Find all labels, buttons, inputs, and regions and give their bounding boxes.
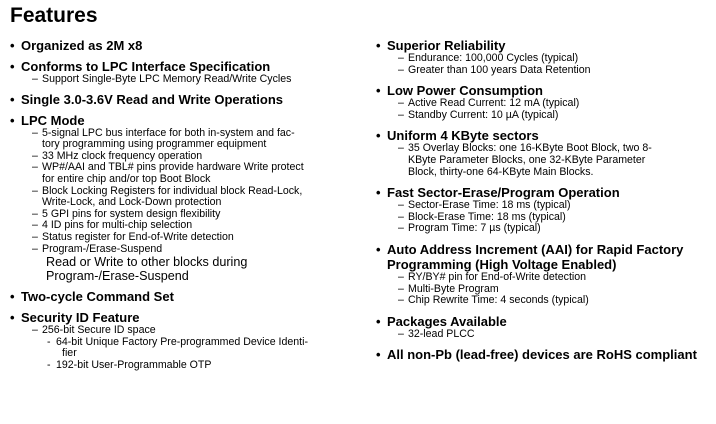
feature-heading (10, 113, 350, 128)
bullet-icon: • (376, 128, 381, 144)
feature-heading-text: Low Power Consumption (387, 83, 543, 99)
feature-section (376, 347, 706, 362)
feature-detail-list (10, 325, 350, 371)
features-left-column (10, 38, 350, 372)
bullet-icon: • (376, 241, 381, 257)
feature-heading-text: Uniform 4 KByte sectors (387, 128, 539, 144)
feature-heading (10, 59, 350, 74)
feature-section (10, 310, 350, 371)
feature-section (376, 185, 706, 235)
feature-section (376, 242, 706, 307)
feature-detail-item: – Status register for End-of-Write detection (10, 232, 350, 244)
features-right-column (376, 38, 706, 362)
feature-heading-text: Conforms to LPC Interface Specification (21, 59, 271, 74)
feature-detail-list (376, 272, 706, 307)
feature-detail-list (10, 74, 350, 86)
feature-detail-item: for entire chip and/or top Boot Block (42, 172, 211, 185)
feature-section (376, 128, 706, 178)
feature-heading-text: Organized as 2M x8 (21, 38, 143, 53)
bullet-icon: • (10, 112, 15, 128)
feature-detail-item: – 5 GPI pins for system design flexibility (10, 209, 350, 221)
feature-detail-item: – 32-lead PLCC (376, 329, 706, 341)
feature-detail-item: – Program Time: 7 µs (typical) (376, 223, 706, 235)
feature-detail-item: tory programming using programmer equipment (42, 138, 267, 151)
feature-detail-item: KByte Parameter Blocks, one 32-KByte Parameter (408, 153, 646, 166)
feature-detail-item: – 5-signal LPC bus interface for both in-system and fac- (10, 128, 350, 140)
feature-section (10, 92, 350, 107)
feature-section (10, 289, 350, 304)
feature-detail-item: – Standby Current: 10 µA (typical) (376, 110, 706, 122)
feature-section (376, 314, 706, 341)
bullet-icon: • (10, 289, 15, 305)
feature-detail-item: – Block-Erase Time: 18 ms (typical) (376, 212, 706, 224)
feature-heading (376, 314, 706, 329)
feature-heading (10, 310, 350, 325)
bullet-icon: • (10, 38, 15, 53)
feature-detail-item: fier (62, 347, 77, 360)
feature-detail-list (10, 128, 350, 284)
bullet-icon: • (376, 313, 381, 329)
feature-detail-item: Write-Lock, and Lock-Down protection (42, 196, 222, 209)
feature-detail-item: Program-/Erase-Suspend (46, 269, 189, 284)
feature-heading-text: All non-Pb (lead-free) devices are RoHS compliant (387, 347, 697, 363)
feature-detail-item: – Endurance: 100,000 Cycles (typical) (376, 53, 706, 65)
bullet-icon: • (10, 59, 15, 74)
feature-heading (376, 347, 706, 362)
feature-detail-item: – WP#/AAI and TBL# pins provide hardware Write protect (10, 162, 350, 174)
feature-detail-item: – 33 MHz clock frequency operation (10, 151, 350, 163)
bullet-icon: • (376, 185, 381, 201)
feature-heading (376, 83, 706, 98)
bullet-icon: • (376, 347, 381, 363)
feature-detail-item: - 192-bit User-Programmable OTP (10, 360, 350, 372)
page-title: Features (10, 4, 98, 27)
feature-heading (376, 38, 706, 53)
feature-heading-text: Superior Reliability (387, 38, 506, 53)
feature-detail-list (376, 98, 706, 121)
feature-detail-item: – Sector-Erase Time: 18 ms (typical) (376, 200, 706, 212)
feature-detail-item: – 256-bit Secure ID space (10, 325, 350, 337)
feature-heading-text: Auto Address Increment (AAI) for Rapid Factory Programming (High Voltage Enabled) (387, 241, 684, 272)
bullet-icon: • (10, 91, 15, 107)
feature-detail-item: – Multi-Byte Program (376, 284, 706, 296)
feature-heading-text: Single 3.0-3.6V Read and Write Operations (21, 91, 283, 107)
feature-heading (376, 242, 706, 272)
feature-detail-item: – 4 ID pins for multi-chip selection (10, 220, 350, 232)
feature-heading-text: Security ID Feature (21, 310, 140, 326)
feature-detail-item: – RY/BY# pin for End-of-Write detection (376, 272, 706, 284)
feature-section (376, 38, 706, 76)
feature-section (10, 113, 350, 284)
feature-detail-item: – Block Locking Registers for individual block Read-Lock, (10, 186, 350, 198)
feature-detail-item: – Support Single-Byte LPC Memory Read/Write Cycles (10, 74, 350, 86)
feature-detail-item: Read or Write to other blocks during (46, 255, 248, 270)
feature-detail-item: Block, thirty-one 64-KByte Main Blocks. (408, 165, 594, 178)
feature-detail-item: – 35 Overlay Blocks: one 16-KByte Boot Block, two 8- (376, 143, 706, 155)
feature-section (10, 38, 350, 53)
feature-detail-item: - 64-bit Unique Factory Pre-programmed Device Identi- (10, 337, 350, 349)
feature-heading (10, 289, 350, 304)
feature-heading (376, 185, 706, 200)
feature-detail-item: – Chip Rewrite Time: 4 seconds (typical) (376, 295, 706, 307)
feature-detail-item: – Greater than 100 years Data Retention (376, 65, 706, 77)
feature-heading-text: LPC Mode (21, 112, 85, 128)
feature-detail-list (376, 53, 706, 76)
feature-detail-list (376, 200, 706, 235)
feature-heading-text: Packages Available (387, 313, 507, 329)
feature-detail-item: – Active Read Current: 12 mA (typical) (376, 98, 706, 110)
feature-heading-text-line2: Programming (High Voltage Enabled) (387, 256, 617, 272)
feature-detail-item: – Program-/Erase-Suspend (10, 244, 350, 256)
feature-detail-list (376, 329, 706, 341)
bullet-icon: • (376, 38, 381, 53)
feature-heading (10, 38, 350, 53)
feature-heading-text: Fast Sector-Erase/Program Operation (387, 185, 620, 201)
feature-heading (10, 92, 350, 107)
feature-heading-text: Two-cycle Command Set (21, 289, 174, 305)
bullet-icon: • (10, 310, 15, 326)
bullet-icon: • (376, 83, 381, 99)
feature-heading (376, 128, 706, 143)
feature-section (376, 83, 706, 121)
feature-section (10, 59, 350, 86)
feature-detail-list (376, 143, 706, 178)
